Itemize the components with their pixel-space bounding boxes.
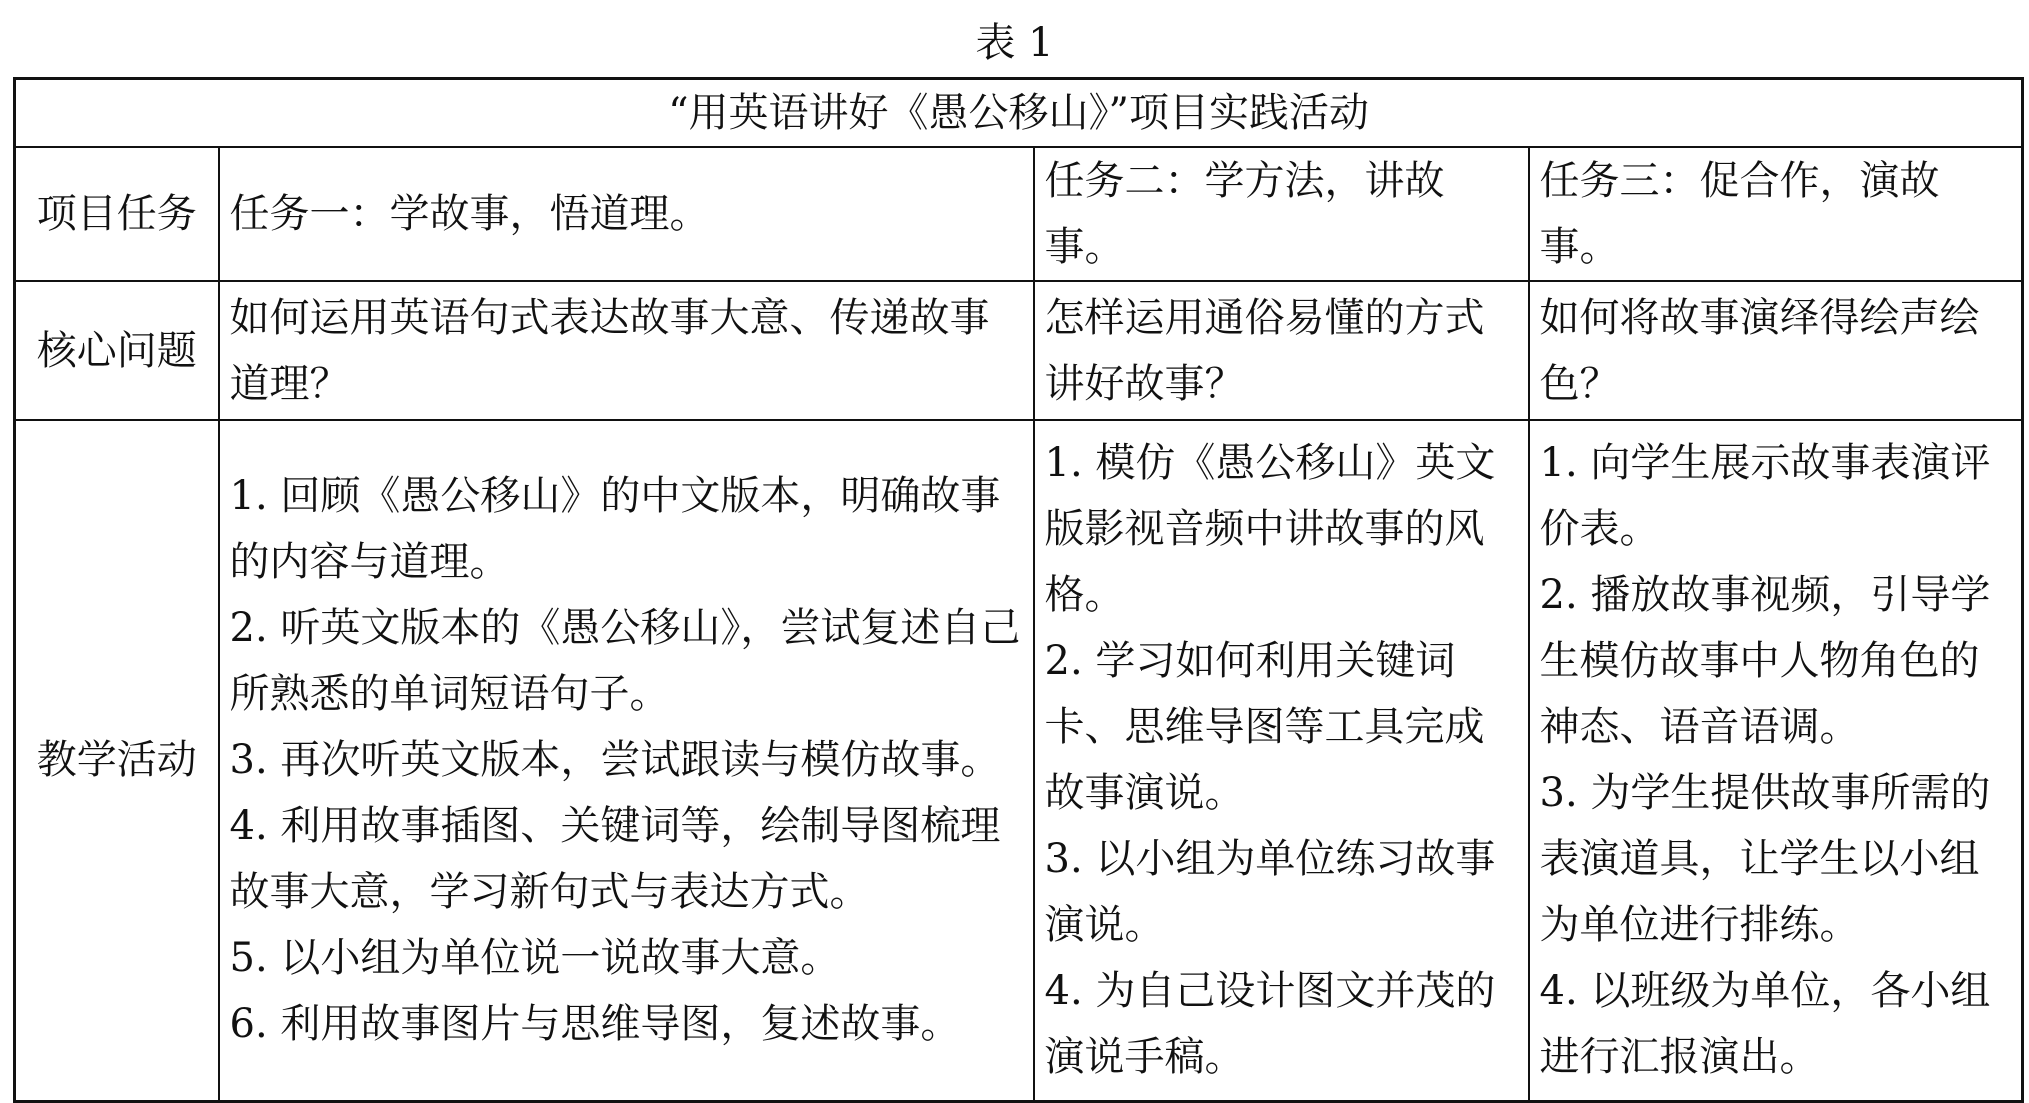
activity-item: 4. 以班级为单位，各小组进行汇报演出。 [1539,968,1991,1081]
activity-item: 1. 向学生展示故事表演评价表。 [1539,440,1991,553]
activity-item: 4. 利用故事插图、关键词等，绘制导图梳理故事大意，学习新句式与表达方式。 [229,803,1001,916]
activity-item: 2. 播放故事视频，引导学生模仿故事中人物角色的神态、语音语调。 [1539,572,1991,751]
activity-cell-1 [219,420,1034,1101]
core-question-cell-3: 如何将故事演绎得绘声绘色？ [1529,281,2023,420]
activity-item: 2. 听英文版本的《愚公移山》，尝试复述自己所熟悉的单词短语句子。 [229,605,1021,718]
table-row-teaching-activity [15,420,2023,1101]
activity-item: 5. 以小组为单位说一说故事大意。 [229,935,841,982]
project-activity-table [13,77,2024,1103]
activity-item: 6. 利用故事图片与思维导图，复述故事。 [229,1001,961,1048]
activity-item: 3. 再次听英文版本，尝试跟读与模仿故事。 [229,737,1001,784]
activity-item: 2. 学习如何利用关键词卡、思维导图等工具完成故事演说。 [1044,638,1485,817]
row-label-core-question: 核心问题 [15,281,219,420]
table-title: “用英语讲好《愚公移山》”项目实践活动 [15,79,2023,148]
activity-item: 4. 为自己设计图文并茂的演说手稿。 [1044,968,1496,1081]
activity-item: 3. 为学生提供故事所需的表演道具，让学生以小组为单位进行排练。 [1539,770,1991,949]
task-cell-3: 任务三：促合作，演故事。 [1529,147,2023,281]
task-cell-1: 任务一：学故事，悟道理。 [219,147,1034,281]
table-caption: 表 1 [975,20,1054,66]
activity-cell-3 [1529,420,2023,1101]
activity-item: 1. 回顾《愚公移山》的中文版本，明确故事的内容与道理。 [229,473,1001,586]
row-label-project-task: 项目任务 [15,147,219,281]
activity-item: 3. 以小组为单位练习故事演说。 [1044,836,1496,949]
task-cell-2: 任务二：学方法，讲故事。 [1034,147,1529,281]
table-row-project-task [15,147,2023,281]
table-title-row [15,79,2023,148]
core-question-cell-2: 怎样运用通俗易懂的方式讲好故事？ [1034,281,1529,420]
activity-cell-2 [1034,420,1529,1101]
table-row-core-question [15,281,2023,420]
activity-item: 1. 模仿《愚公移山》英文版影视音频中讲故事的风格。 [1044,440,1496,619]
core-question-cell-1: 如何运用英语句式表达故事大意、传递故事道理？ [219,281,1034,420]
row-label-teaching-activity: 教学活动 [15,420,219,1101]
